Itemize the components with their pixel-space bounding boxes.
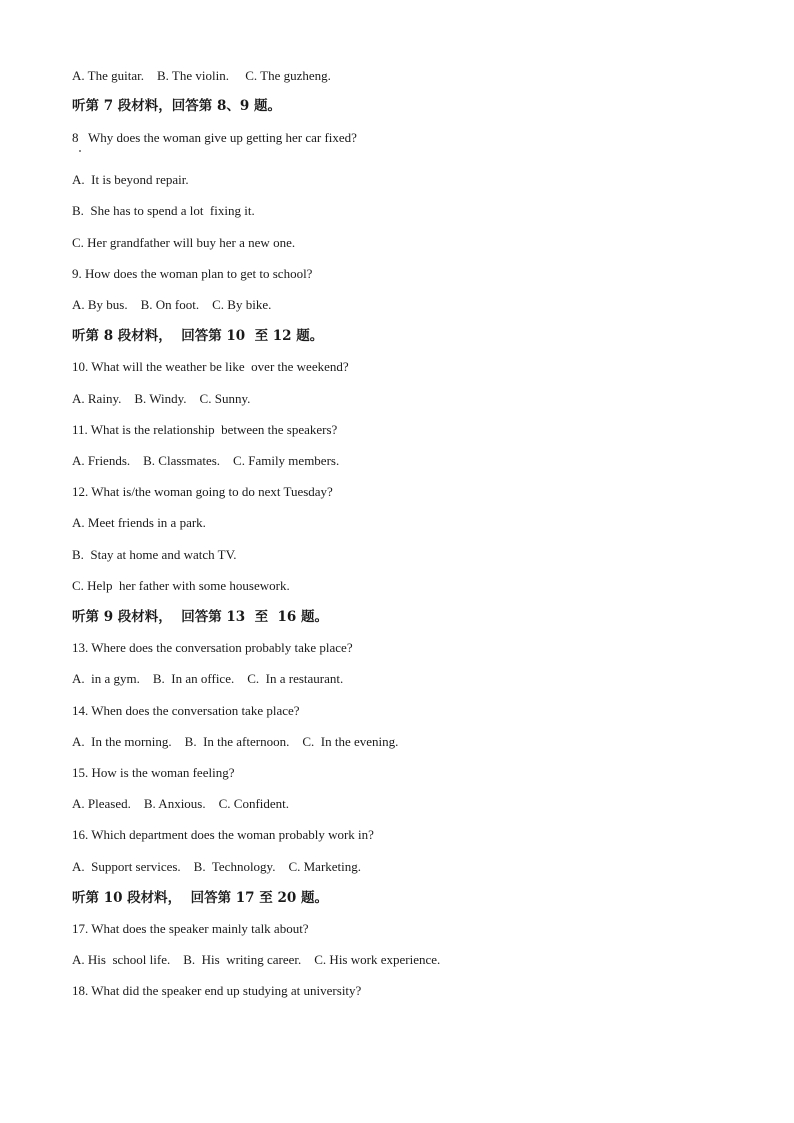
option-line: A. Meet friends in a park. (72, 515, 206, 530)
question-line: 8 Why does the woman give up getting her car fixed? (72, 130, 357, 145)
option-line: A. Friends. B. Classmates. C. Family members. (72, 453, 340, 468)
option-line: A. In the morning. B. In the afternoon. C. In the evening. (72, 734, 399, 749)
question-line: 12. What is/the woman going to do next Tuesday? (72, 484, 333, 499)
section-heading: 听第 7 段材料，回答第 8、9 题。 (72, 98, 281, 114)
question-line: 11. What is the relationship between the speakers? (72, 422, 338, 437)
question-line: 13. Where does the conversation probably take place? (72, 640, 353, 655)
question-line: 10. What will the weather be like over the weekend? (72, 359, 349, 374)
question-line: 18. What did the speaker end up studying at university? (72, 983, 362, 998)
option-line: A. By bus. B. On foot. C. By bike. (72, 297, 272, 312)
option-line: A. His school life. B. His writing career. C. His work experience. (72, 952, 441, 967)
question-line: 17. What does the speaker mainly talk about? (72, 921, 309, 936)
option-line: A. Pleased. B. Anxious. C. Confident. (72, 796, 290, 811)
option-line: C. Help her father with some housework. (72, 578, 290, 593)
option-line: B. Stay at home and watch TV. (72, 547, 237, 562)
section-heading: 听第 8 段材料， 回答第 10 至 12 题。 (72, 328, 324, 344)
question-line: 14. When does the conversation take place? (72, 703, 300, 718)
option-line: A. The guitar. B. The violin. C. The guzheng. (72, 68, 331, 83)
question-line: 9. How does the woman plan to get to school? (72, 266, 313, 281)
section-heading: 听第 10 段材料， 回答第 17 至 20 题。 (72, 890, 328, 906)
option-line: A. It is beyond repair. (72, 172, 189, 187)
section-heading: 听第 9 段材料， 回答第 13 至 16 题。 (72, 609, 328, 625)
option-line: A. in a gym. B. In an office. C. In a restaurant. (72, 671, 344, 686)
question-line: 16. Which department does the woman probably work in? (72, 827, 374, 842)
option-line: A. Rainy. B. Windy. C. Sunny. (72, 391, 251, 406)
option-line: B. She has to spend a lot fixing it. (72, 203, 255, 218)
option-line: C. Her grandfather will buy her a new one. (72, 235, 296, 250)
option-line: A. Support services. B. Technology. C. Marketing. (72, 859, 362, 874)
stray-mark (79, 150, 81, 152)
question-line: 15. How is the woman feeling? (72, 765, 235, 780)
